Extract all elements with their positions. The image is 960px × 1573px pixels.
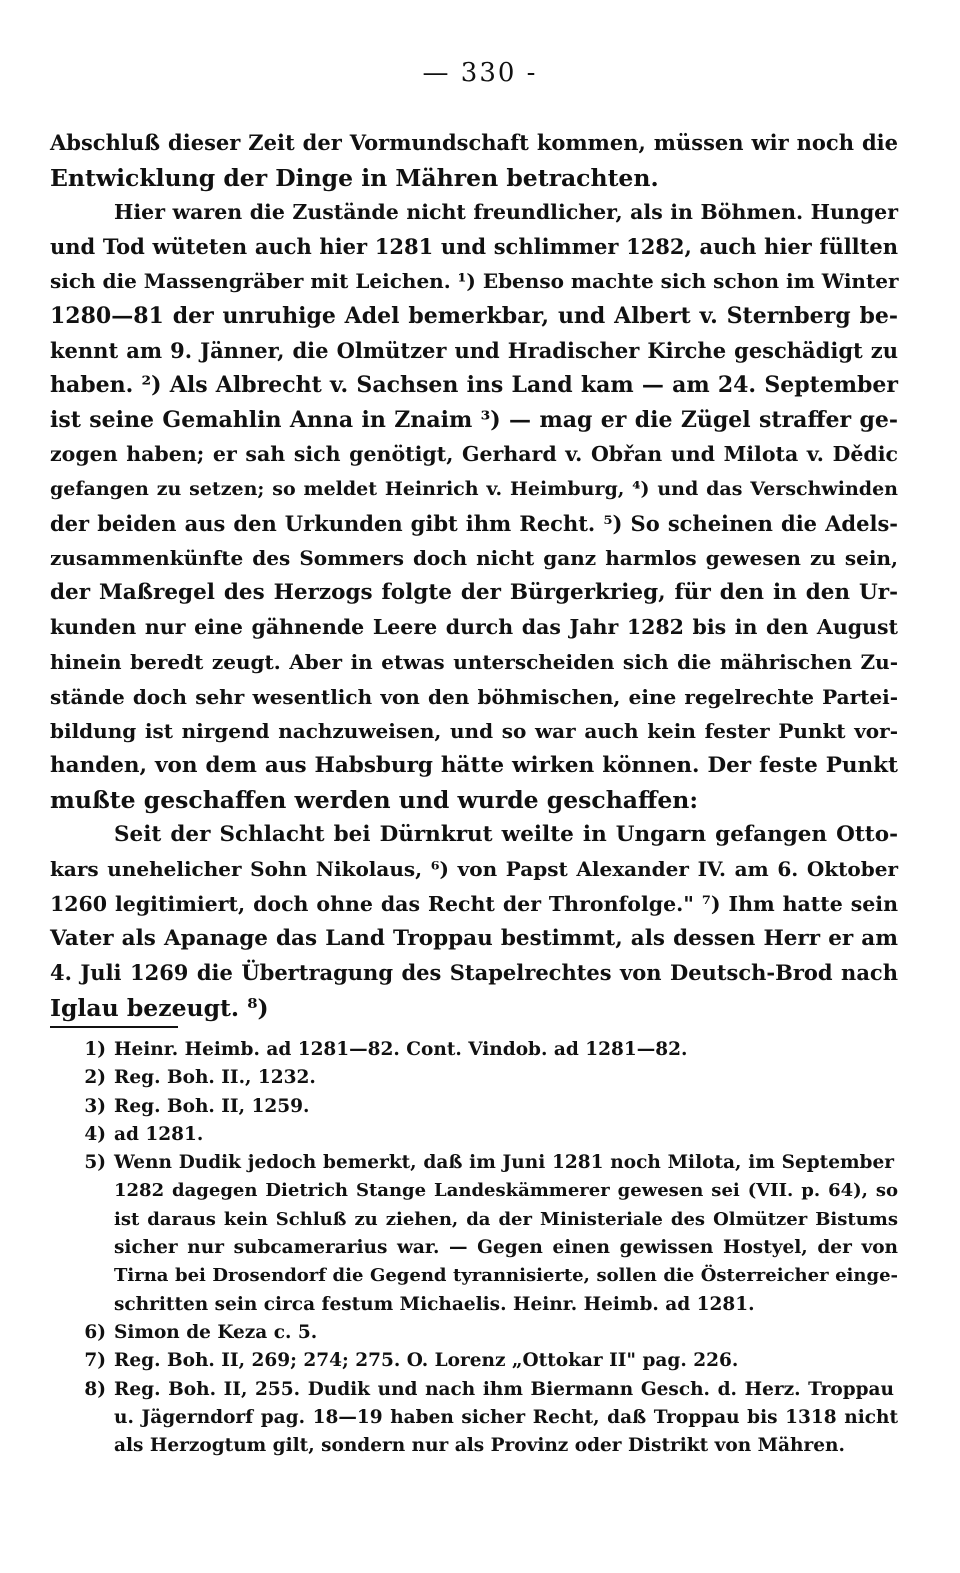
footnote-separator <box>50 1026 178 1028</box>
footnote-number: 2) <box>84 1067 106 1089</box>
body-line: kunden nur eine gähnende Leere durch das Jahr 1282 bis in den August <box>50 615 898 640</box>
body-line: ist seine Gemahlin Anna in Znaim ³) — mag er die Zügel straffer ge- <box>50 406 898 433</box>
footnote-line <box>50 1432 898 1460</box>
footnote-text: u. Jägerndorf pag. 18—19 haben sicher Recht, daß Troppau bis 1318 nicht <box>114 1406 898 1428</box>
footnote-line <box>50 1319 898 1347</box>
body-text <box>50 126 898 1025</box>
footnote-number: 6) <box>84 1321 106 1343</box>
body-line: hinein beredt zeugt. Aber in etwas unterscheiden sich die mährischen Zu- <box>50 649 898 674</box>
footnote-text: ist daraus kein Schluß zu ziehen, da der Ministeriale des Olmützer Bistums <box>114 1208 898 1230</box>
footnote-number: 5) <box>84 1152 106 1174</box>
footnote-text: schritten sein circa festum Michaelis. Heinr. Heimb. ad 1281. <box>114 1293 755 1315</box>
body-line: der Maßregel des Herzogs folgte der Bürgerkrieg, für den in den Ur- <box>50 579 898 605</box>
footnote-line <box>50 1262 898 1290</box>
footnote-line <box>50 1177 898 1205</box>
footnote-line <box>50 1064 898 1092</box>
body-line: 1280—81 der unruhige Adel bemerkbar, und Albert v. Sternberg be- <box>50 302 898 329</box>
footnote-text: Wenn Dudik jedoch bemerkt, daß im Juni 1281 noch Milota, im September <box>114 1152 894 1174</box>
footnote-line <box>50 1121 898 1149</box>
body-line: bildung ist nirgend nachzuweisen, und so war auch kein fester Punkt vor- <box>50 719 898 744</box>
footnote-text: Reg. Boh. II, 269; 274; 275. O. Lorenz „Ottokar II" pag. 226. <box>114 1350 739 1372</box>
body-line: gefangen zu setzen; so meldet Heinrich v. Heimburg, ⁴) und das Verschwinden <box>50 477 898 500</box>
body-line: kars unehelicher Sohn Nikolaus, ⁶) von Papst Alexander IV. am 6. Oktober <box>50 857 898 882</box>
page-number: — 330 - <box>422 58 538 88</box>
body-line: Entwicklung der Dinge in Mähren betrachten. <box>50 163 659 192</box>
footnote-text: Reg. Boh. II, 1259. <box>114 1095 310 1117</box>
footnote-text: Reg. Boh. II, 255. Dudik und nach ihm Biermann Gesch. d. Herz. Troppau <box>114 1378 894 1400</box>
footnote-line <box>50 1234 898 1262</box>
footnote-text: Simon de Keza c. 5. <box>114 1321 318 1343</box>
footnote-line <box>50 1376 898 1404</box>
body-line: sich die Massengräber mit Leichen. ¹) Ebenso machte sich schon im Winter <box>50 269 899 294</box>
body-line: Seit der Schlacht bei Dürnkrut weilte in Ungarn gefangen Otto- <box>114 821 898 847</box>
body-line: haben. ²) Als Albrecht v. Sachsen ins Land kam — am 24. September <box>50 372 898 399</box>
body-line: stände doch sehr wesentlich von den böhmischen, eine regelrechte Partei- <box>50 684 898 709</box>
body-line: zogen haben; er sah sich genötigt, Gerhard v. Obřan und Milota v. Dědic <box>50 442 898 467</box>
body-line: Hier waren die Zustände nicht freundlicher, als in Böhmen. Hunger <box>114 200 898 225</box>
footnote-line <box>50 1036 898 1064</box>
body-line: kennt am 9. Jänner, die Olmützer und Hradischer Kirche geschädigt zu <box>50 337 898 363</box>
footnote-line <box>50 1206 898 1234</box>
footnote-text: ad 1281. <box>114 1123 204 1145</box>
footnote-number: 8) <box>84 1378 106 1400</box>
footnote-line <box>50 1149 898 1177</box>
footnote-number: 1) <box>84 1039 106 1060</box>
footnote-line <box>50 1093 898 1121</box>
footnote-text: Tirna bei Drosendorf die Gegend tyrannisierte, sollen die Österreicher einge- <box>114 1265 898 1287</box>
body-line: zusammenkünfte des Sommers doch nicht ganz harmlos gewesen zu sein, <box>50 546 898 571</box>
footnote-line <box>50 1404 898 1432</box>
body-line: Vater als Apanage das Land Troppau bestimmt, als dessen Herr er am <box>50 925 898 951</box>
footnote-line <box>50 1291 898 1319</box>
body-line: mußte geschaffen werden und wurde geschaffen: <box>50 786 699 815</box>
footnote-number: 4) <box>84 1123 106 1145</box>
footnote-text: 1282 dagegen Dietrich Stange Landeskämmerer gewesen sei (VII. p. 64), so <box>114 1180 898 1202</box>
body-line: und Tod wüteten auch hier 1281 und schlimmer 1282, auch hier füllten <box>50 233 898 259</box>
body-line: handen, von dem aus Habsburg hätte wirken können. Der feste Punkt <box>50 752 898 778</box>
body-line: Iglau bezeugt. ⁸) <box>50 993 269 1022</box>
footnote-text: sicher nur subcamerarius war. — Gegen einen gewissen Hostyel, der von <box>114 1237 898 1259</box>
body-line: 4. Juli 1269 die Übertragung des Stapelrechtes von Deutsch-Brod nach <box>50 960 898 986</box>
footnote-text: Heinr. Heimb. ad 1281—82. Cont. Vindob. ad 1281—82. <box>114 1039 688 1060</box>
body-line: der beiden aus den Urkunden gibt ihm Recht. ⁵) So scheinen die Adels- <box>50 510 898 536</box>
footnote-line <box>50 1347 898 1375</box>
footnote-text: Reg. Boh. II., 1232. <box>114 1067 316 1089</box>
footnote-number: 7) <box>84 1350 106 1372</box>
footnote-number: 3) <box>84 1095 106 1117</box>
footnote-text: als Herzogtum gilt, sondern nur als Provinz oder Distrikt von Mähren. <box>114 1435 845 1457</box>
body-line: 1260 legitimiert, doch ohne das Recht der Thronfolge." ⁷) Ihm hatte sein <box>50 892 898 917</box>
footnotes <box>50 1036 898 1460</box>
body-line: Abschluß dieser Zeit der Vormundschaft kommen, müssen wir noch die <box>50 130 898 155</box>
